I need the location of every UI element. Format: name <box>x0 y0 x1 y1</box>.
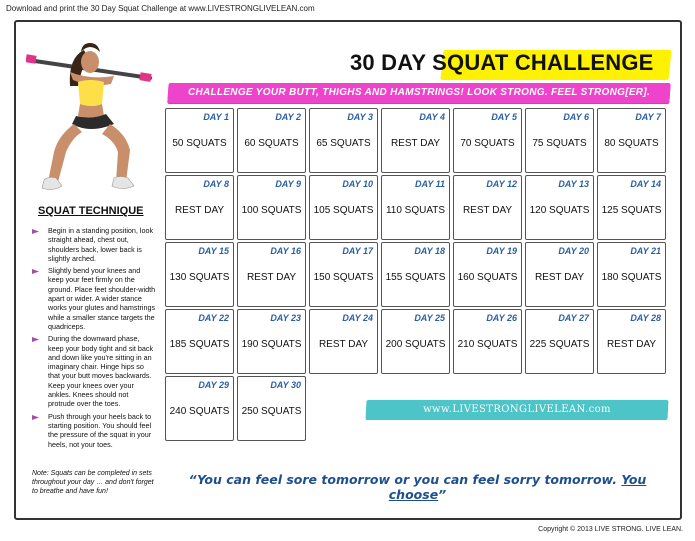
day-label: DAY 6 <box>563 112 589 122</box>
day-label: DAY 29 <box>198 380 229 390</box>
day-label: DAY 4 <box>419 112 445 122</box>
day-value: 155 SQUATS <box>385 272 446 283</box>
day-value: 100 SQUATS <box>241 205 302 216</box>
day-label: DAY 10 <box>342 179 373 189</box>
day-cell <box>309 309 378 374</box>
day-value: 70 SQUATS <box>460 138 515 149</box>
day-value: 225 SQUATS <box>529 339 590 350</box>
day-value: 210 SQUATS <box>457 339 518 350</box>
day-label: DAY 25 <box>414 313 445 323</box>
day-label: DAY 18 <box>414 246 445 256</box>
day-cell <box>237 376 306 441</box>
day-label: DAY 14 <box>630 179 661 189</box>
day-value: 190 SQUATS <box>241 339 302 350</box>
day-cell <box>597 309 666 374</box>
day-label: DAY 20 <box>558 246 589 256</box>
day-cell <box>597 108 666 173</box>
day-cell <box>525 175 594 240</box>
day-label: DAY 13 <box>558 179 589 189</box>
tip-item: During the downward phase, keep your body tight and sit back and down like you're sitting in an imaginary chair. Hinge hips so that your butt moves backwards. Keep your knees over your ankles. Knees should not protrude over the toes. <box>30 334 156 408</box>
tip-item: Begin in a standing position, look straight ahead, chest out, shoulders back, lower back is slightly arched. <box>30 226 156 263</box>
day-value: 120 SQUATS <box>529 205 590 216</box>
day-label: DAY 17 <box>342 246 373 256</box>
day-label: DAY 24 <box>342 313 373 323</box>
day-value: 80 SQUATS <box>604 138 659 149</box>
day-value: 125 SQUATS <box>601 205 662 216</box>
day-value: REST DAY <box>318 339 369 350</box>
footnote: Note: Squats can be completed in sets throughout your day … and don't forget to breathe and have fun! <box>32 470 154 495</box>
day-cell <box>381 242 450 307</box>
day-value: REST DAY <box>534 272 585 283</box>
quote-emphasis: You choose <box>388 472 647 502</box>
day-value: 75 SQUATS <box>532 138 587 149</box>
copyright: Copyright © 2013 LIVE STRONG. LIVE LEAN. <box>538 526 683 533</box>
day-cell <box>165 242 234 307</box>
day-cell <box>381 309 450 374</box>
day-label: DAY 21 <box>630 246 661 256</box>
technique-heading: SQUAT TECHNIQUE <box>38 205 144 217</box>
day-label: DAY 23 <box>270 313 301 323</box>
day-label: DAY 16 <box>270 246 301 256</box>
website-url: www.LIVESTRONGLIVELEAN.com <box>423 404 611 415</box>
quote-end: ” <box>438 487 447 502</box>
title-part2: SQUAT CHALLENGE <box>432 50 654 75</box>
arrow-bullet-icon <box>32 336 39 343</box>
arrow-bullet-icon <box>32 268 39 275</box>
day-cell <box>525 242 594 307</box>
day-cell <box>381 108 450 173</box>
arrow-bullet-icon <box>32 414 39 421</box>
day-cell <box>597 175 666 240</box>
arrow-bullet-icon <box>32 228 39 235</box>
day-value: 180 SQUATS <box>601 272 662 283</box>
day-cell <box>165 309 234 374</box>
day-cell <box>237 175 306 240</box>
day-label: DAY 1 <box>203 112 229 122</box>
motivational-quote <box>165 472 670 502</box>
day-label: DAY 2 <box>275 112 301 122</box>
day-value: REST DAY <box>390 138 441 149</box>
day-label: DAY 22 <box>198 313 229 323</box>
tip-item: Push through your heels back to starting position. You should feel the pressure of the squat in your heels, not your toes. <box>30 412 156 449</box>
technique-tips <box>30 226 156 452</box>
day-label: DAY 28 <box>630 313 661 323</box>
day-value: 185 SQUATS <box>169 339 230 350</box>
day-label: DAY 11 <box>414 179 445 189</box>
day-label: DAY 3 <box>347 112 373 122</box>
page-title <box>350 48 670 78</box>
day-label: DAY 15 <box>198 246 229 256</box>
day-value: 150 SQUATS <box>313 272 374 283</box>
day-cell <box>453 108 522 173</box>
day-value: 65 SQUATS <box>316 138 371 149</box>
day-value: 160 SQUATS <box>457 272 518 283</box>
day-value: 50 SQUATS <box>172 138 227 149</box>
day-value: 250 SQUATS <box>241 406 302 417</box>
day-cell <box>309 108 378 173</box>
day-label: DAY 7 <box>635 112 661 122</box>
title-part1: 30 DAY <box>350 50 433 75</box>
day-cell <box>525 309 594 374</box>
day-value: REST DAY <box>246 272 297 283</box>
day-label: DAY 27 <box>558 313 589 323</box>
day-label: DAY 9 <box>275 179 301 189</box>
day-value: 130 SQUATS <box>169 272 230 283</box>
day-value: REST DAY <box>462 205 513 216</box>
day-label: DAY 26 <box>486 313 517 323</box>
day-cell <box>165 108 234 173</box>
day-cell <box>381 175 450 240</box>
day-value: 110 SQUATS <box>385 205 446 216</box>
day-cell <box>453 242 522 307</box>
day-label: DAY 12 <box>486 179 517 189</box>
day-label: DAY 5 <box>491 112 517 122</box>
day-cell <box>453 175 522 240</box>
day-value: REST DAY <box>174 205 225 216</box>
day-label: DAY 19 <box>486 246 517 256</box>
day-cell <box>525 108 594 173</box>
day-cell <box>309 242 378 307</box>
day-cell <box>453 309 522 374</box>
day-value: 60 SQUATS <box>244 138 299 149</box>
day-cell <box>309 175 378 240</box>
day-cell <box>165 376 234 441</box>
day-cell <box>237 242 306 307</box>
day-label: DAY 30 <box>270 380 301 390</box>
day-label: DAY 8 <box>203 179 229 189</box>
day-value: 240 SQUATS <box>169 406 230 417</box>
quote-main: “You can feel sore tomorrow or you can feel sorry tomorrow. <box>188 472 622 487</box>
banner-text: CHALLENGE YOUR BUTT, THIGHS AND HAMSTRINGS! LOOK STRONG. FEEL STRONG[ER]. <box>187 87 651 98</box>
squat-photo <box>26 40 152 198</box>
day-value: 105 SQUATS <box>313 205 374 216</box>
day-cell <box>597 242 666 307</box>
day-cell <box>165 175 234 240</box>
download-note: Download and print the 30 Day Squat Challenge at www.LIVESTRONGLIVELEAN.com <box>6 4 315 13</box>
day-cell <box>237 309 306 374</box>
day-cell <box>237 108 306 173</box>
day-value: 200 SQUATS <box>385 339 446 350</box>
tip-item: Slightly bend your knees and keep your feet firmly on the ground. Place feet shoulder-width apart or wider. A wider stance works your glutes and hamstrings while a smaller stance targets the quadriceps. <box>30 266 156 331</box>
day-value: REST DAY <box>606 339 657 350</box>
